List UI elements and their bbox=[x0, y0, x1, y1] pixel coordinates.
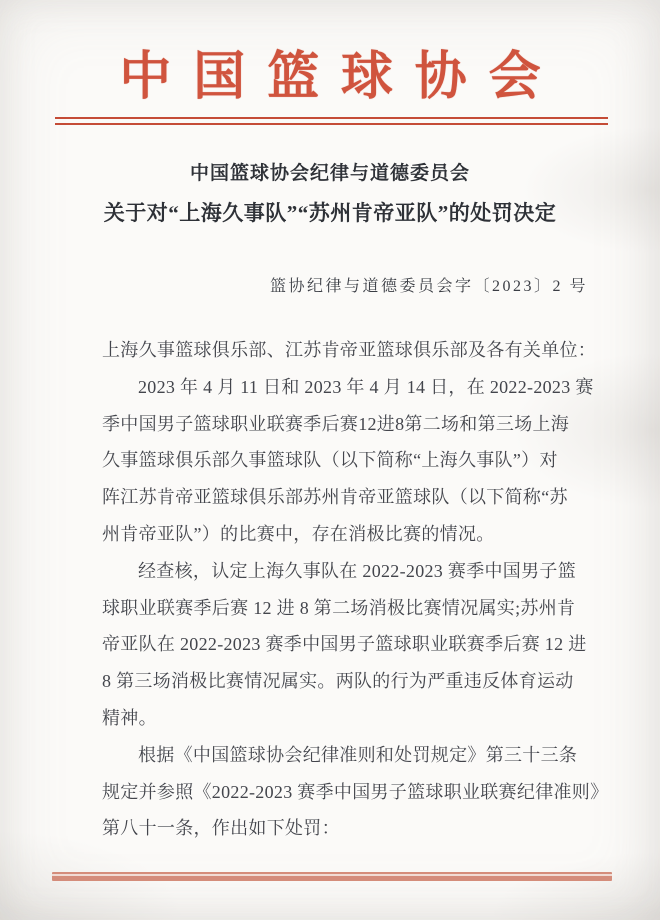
document-body bbox=[102, 332, 609, 847]
body-line: 规定并参照《2022-2023 赛季中国男子篮球职业联赛纪律准则》 bbox=[102, 781, 609, 802]
body-line: 第八十一条，作出如下处罚： bbox=[102, 818, 340, 839]
body-line: 经查核，认定上海久事队在 2022-2023 赛季中国男子篮 bbox=[138, 560, 576, 581]
body-line: 精神。 bbox=[102, 707, 157, 728]
decision-title: 关于对“上海久事队”“苏州肯帝亚队”的处罚决定 bbox=[103, 201, 557, 225]
footer-double-rule bbox=[52, 872, 612, 881]
header-double-rule bbox=[55, 117, 608, 125]
body-line: 季中国男子篮球职业联赛季后赛12进8第二场和第三场上海 bbox=[102, 413, 570, 434]
body-line: 2023 年 4 月 11 日和 2023 年 4 月 14 日，在 2022-2023 赛 bbox=[138, 376, 594, 397]
committee-title: 中国篮球协会纪律与道德委员会 bbox=[189, 163, 470, 184]
body-line: 根据《中国篮球协会纪律准则和处罚规定》第三十三条 bbox=[138, 744, 578, 765]
body-line: 州肯帝亚队”）的比赛中，存在消极比赛的情况。 bbox=[102, 523, 495, 544]
body-line: 8 第三场消极比赛情况属实。两队的行为严重违反体育运动 bbox=[102, 671, 574, 692]
body-line: 久事篮球俱乐部久事篮球队（以下简称“上海久事队”）对 bbox=[102, 450, 558, 471]
body-line: 上海久事篮球俱乐部、江苏肯帝亚篮球俱乐部及各有关单位： bbox=[102, 340, 597, 360]
document-number: 篮协纪律与道德委员会字〔2023〕2 号 bbox=[269, 278, 588, 295]
body-line: 阵江苏肯帝亚篮球俱乐部苏州肯帝亚篮球队（以下简称“苏 bbox=[102, 487, 568, 508]
body-line: 帝亚队在 2022-2023 赛季中国男子篮球职业联赛季后赛 12 进 bbox=[102, 634, 587, 655]
body-line: 球职业联赛季后赛 12 进 8 第二场消极比赛情况属实;苏州肯 bbox=[102, 597, 576, 618]
letterhead-title: 中国篮球协会 bbox=[119, 49, 563, 106]
